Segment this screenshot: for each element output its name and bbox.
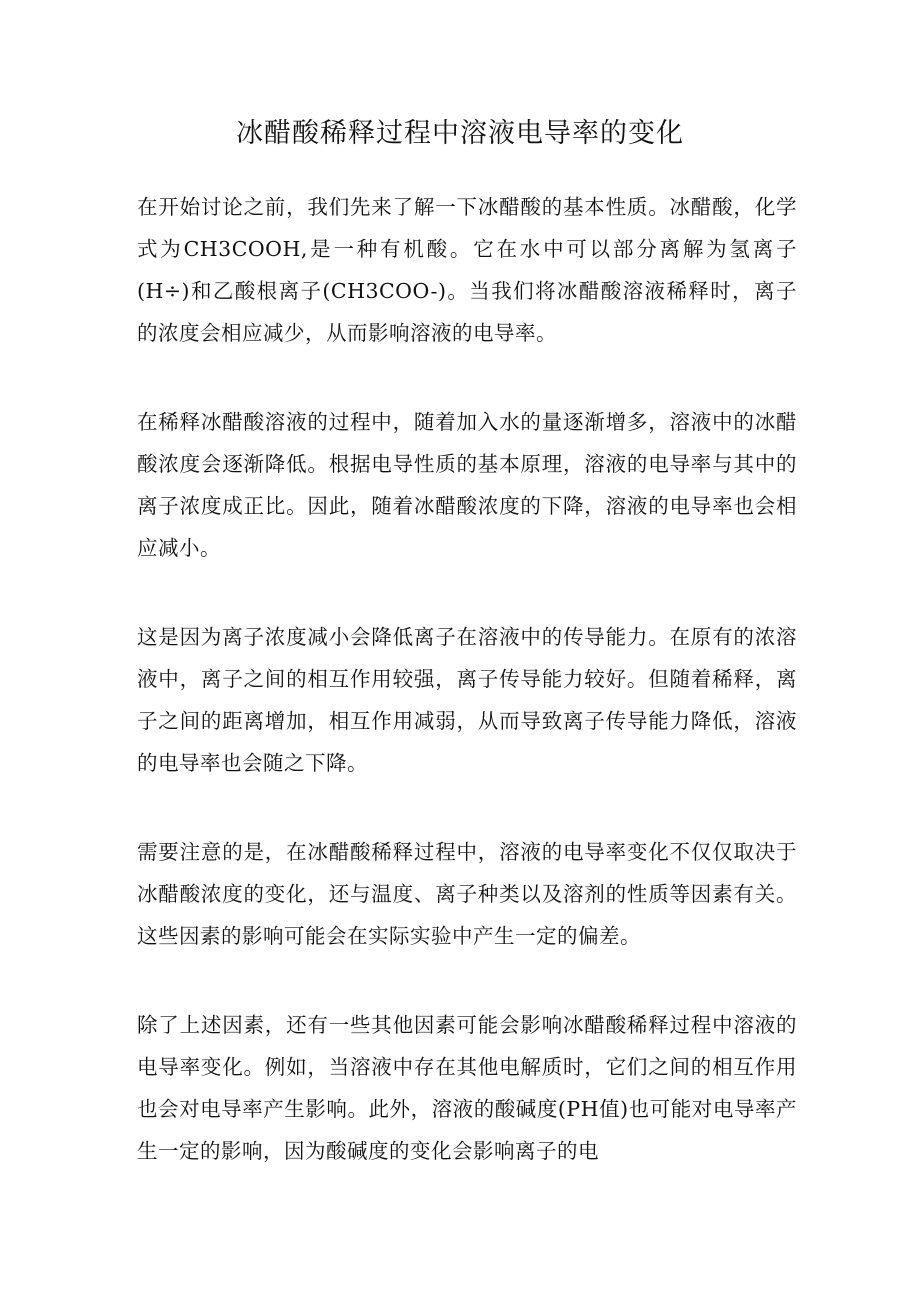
paragraph-3: 这是因为离子浓度减小会降低离子在溶液中的传导能力。在原有的浓溶液中，离子之间的相互作用较强，离子传导能力较好。但随着稀释，离子之间的距离增加，相互作用减弱，从而导致离子传导能力降低，溶液的电导率也会随之下降。 <box>137 625 797 775</box>
paragraph-2: 在稀释冰醋酸溶液的过程中，随着加入水的量逐渐增多，溶液中的冰醋酸浓度会逐渐降低。根据电导性质的基本原理，溶液的电导率与其中的离子浓度成正比。因此，随着冰醋酸浓度的下降，溶液的电导率也会相应减小。 <box>137 410 797 560</box>
paragraph-5: 除了上述因素，还有一些其他因素可能会影响冰醋酸稀释过程中溶液的电导率变化。例如，当溶液中存在其他电解质时，它们之间的相互作用也会对电导率产生影响。此外，溶液的酸碱度(PH值)也可能对电导率产生一定的影响，因为酸碱度的变化会影响离子的电 <box>137 1013 797 1163</box>
paragraph-4: 需要注意的是，在冰醋酸稀释过程中，溶液的电导率变化不仅仅取决于冰醋酸浓度的变化，还与温度、离子种类以及溶剂的性质等因素有关。这些因素的影响可能会在实际实验中产生一定的偏差。 <box>137 840 797 948</box>
paragraph-1: 在开始讨论之前，我们先来了解一下冰醋酸的基本性质。冰醋酸，化学式为CH3COOH,是一种有机酸。它在水中可以部分离解为氢离子(H÷)和乙酸根离子(CH3COO-)。当我们将冰醋酸溶液稀释时，离子的浓度会相应减少，从而影响溶液的电导率。 <box>137 195 797 345</box>
document-title: 冰醋酸稀释过程中溶液电导率的变化 <box>236 118 684 149</box>
